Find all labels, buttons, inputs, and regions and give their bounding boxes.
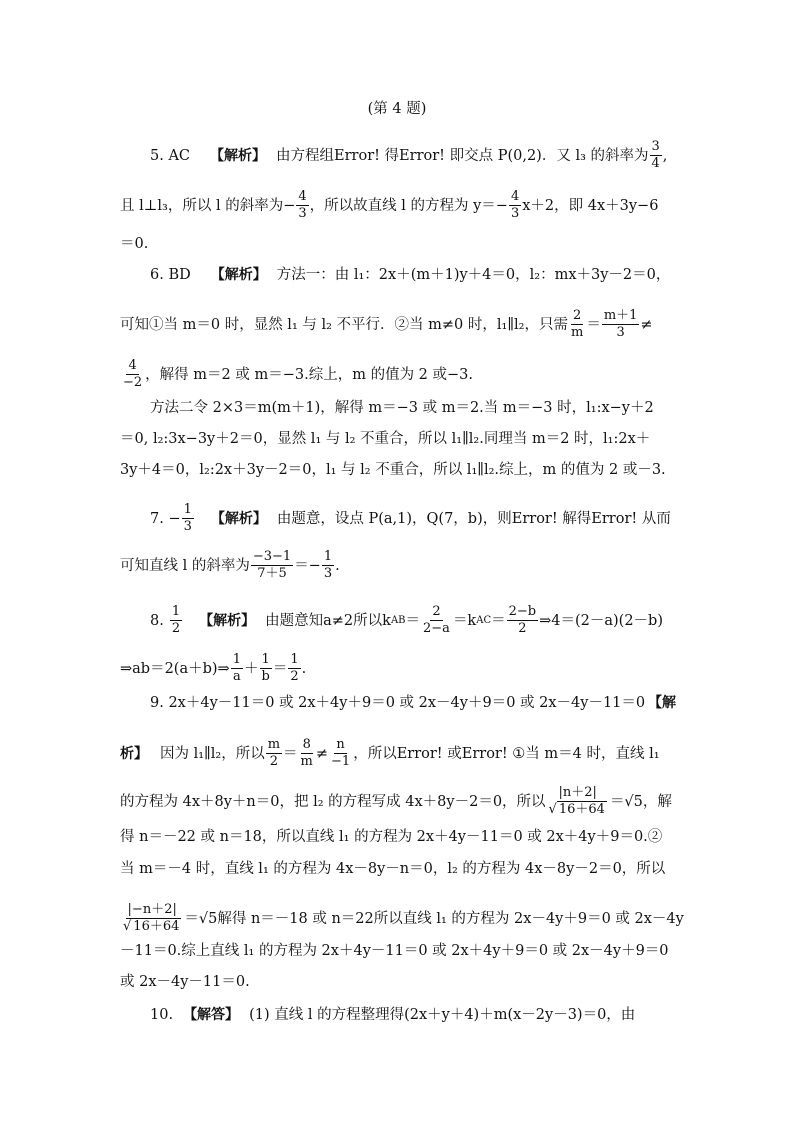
solution-6-line-6: 3y＋4＝0，l₂:2x＋3y－2＝0，l₁ 与 l₂ 不重合，所以 l₁∥l₂.综上，m 的值为 2 或－3.: [120, 462, 666, 478]
solution-9-line-8: 或 2x－4y－11＝0.: [120, 974, 250, 990]
solution-10-number: 10.: [150, 1007, 174, 1023]
fraction: $\frac{-3-1}{7+5}$: [252, 549, 292, 582]
solution-6-answer: 6. BD: [150, 267, 191, 283]
solution-5-line-3: ＝0.: [120, 236, 149, 252]
solution-6-line-1: 6. BD 【解析】 方法一：由 l₁：2x＋(m＋1)y＋4＝0，l₂：mx＋3y－2＝0，: [150, 267, 671, 284]
analysis-tag: 【解析】: [210, 147, 267, 164]
fraction: $\frac{3}{4}$: [651, 139, 660, 172]
solution-9-line-4: 得 n＝－22 或 n＝18，所以直线 l₁ 的方程为 2x＋4y－11＝0 或 2x＋4y＋9＝0.②: [120, 829, 663, 845]
fraction: $\frac{m+1}{3}$: [603, 308, 638, 341]
solution-5-text: 由方程组Error! 得Error! 即交点 P(0,2)．又 l₃ 的斜率为: [276, 147, 649, 164]
solution-9-line-2: 析】 因为 l₁∥l₂，所以 $\frac{m}{2}$ ＝ $\frac{8}{m}$ ≠ $\frac{n}{-1}$ ，所以Error! 或Error! ①当 m＝4 时，直线 l₁: [120, 737, 660, 770]
solution-8-line-2: ⇒ab＝2(a＋b)⇒ $\frac{1}{a}$ ＋ $\frac{1}{b}$ ＝ $\frac{1}{2}$ .: [120, 652, 307, 685]
fraction: $\frac{1}{2}$: [171, 604, 181, 637]
solution-7-line-2: 可知直线 l 的斜率为 $\frac{-3-1}{7+5}$ ＝− $\frac{1}{3}$ .: [120, 549, 340, 582]
solution-5-line-2: 且 l⊥l₃，所以 l 的斜率为− $\frac{4}{3}$ ，所以故直线 l 的方程为 y＝− $\frac{4}{3}$ x＋2，即 4x＋3y−6: [120, 189, 659, 222]
fraction: $\frac{|n+2|}{√ 16+64}$: [548, 785, 605, 818]
solution-6-line-2: 可知①当 m＝0 时，显然 l₁ 与 l₂ 不平行．②当 m≠0 时，l₁∥l₂，只需 $\frac{2}{m}$ ＝ $\frac{m+1}{3}$ ≠: [120, 308, 653, 341]
solution-9-line-3: 的方程为 4x＋8y＋n＝0，把 l₂ 的方程写成 4x＋8y－2＝0，所以 $\frac{|n+2|}{√ 16+64}$ ＝√5，解: [120, 785, 672, 818]
solution-7-line-1: 7. − $\frac{1}{3}$ 【解析】 由题意，设点 P(a,1)，Q(7，b)，则Error! 解得Error! 从而: [150, 502, 671, 535]
solution-8-line-1: 8. $\frac{1}{2}$ 【解析】 由题意知a≠2所以k AB ＝ $\frac{2}{2-a}$ ＝k AC ＝ $\frac{2-b}{2}$ ⇒4＝(2－a)(2－b): [150, 604, 663, 637]
fraction: $\frac{1}{2}$: [290, 652, 299, 685]
fraction: $\frac{n}{-1}$: [331, 737, 351, 770]
analysis-tag: 【解析】: [210, 510, 267, 527]
solution-10-line-1: 10. 【解答】 (1) 直线 l 的方程整理得(2x＋y＋4)＋m(x－2y－3)＝0，由: [150, 1007, 636, 1024]
solution-9-line-5: 当 m＝－4 时，直线 l₁ 的方程为 4x－8y－n＝0，l₂ 的方程为 4x－8y－2＝0，所以: [120, 861, 666, 877]
fraction: $\frac{1}{b}$: [261, 652, 270, 685]
solution-5-line-1: 5. AC 【解析】 由方程组Error! 得Error! 即交点 P(0,2)．又 l₃ 的斜率为 $\frac{3}{4}$ ,: [150, 139, 668, 172]
solution-6-line-4: 方法二令 2×3＝m(m＋1)，解得 m＝−3 或 m＝2.当 m＝−3 时，l₁:x−y＋2: [150, 400, 654, 416]
fraction: $\frac{8}{m}$: [300, 737, 313, 770]
solution-9-answer: 9. 2x＋4y－11＝0 或 2x＋4y＋9＝0 或 2x－4y＋9＝0 或 2x－4y－11＝0: [150, 695, 646, 711]
fraction: $\frac{2-b}{2}$: [508, 604, 537, 637]
analysis-tag: 【解: [648, 695, 676, 712]
solution-8-answer: 8.: [150, 612, 164, 629]
solution-6-line-3: $\frac{4}{-2}$ ，解得 m＝2 或 m＝−3.综上，m 的值为 2 或−3.: [123, 358, 473, 391]
answer-tag: 【解答】: [183, 1007, 240, 1024]
fraction: $\frac{4}{3}$: [298, 189, 307, 222]
fraction: $\frac{|-n+2|}{√ 16+64}$: [123, 902, 180, 935]
fraction: $\frac{2}{m}$: [570, 308, 584, 341]
fraction: $\frac{2}{2-a}$: [423, 604, 450, 637]
fraction: $\frac{1}{3}$: [323, 549, 333, 582]
fraction: $\frac{1}{a}$: [232, 652, 241, 685]
solution-9-line-1: [120, 696, 676, 711]
analysis-tag: 【解析】: [199, 612, 256, 629]
figure-caption: (第 4 题): [367, 101, 427, 117]
fraction: $\frac{m}{2}$: [267, 737, 281, 770]
fraction: $\frac{1}{3}$: [183, 502, 192, 535]
analysis-tag: 【解析】: [210, 267, 267, 284]
fraction: $\frac{4}{-2}$: [123, 358, 143, 391]
fraction: $\frac{4}{3}$: [510, 189, 520, 222]
solution-9-line-7: －11＝0.综上直线 l₁ 的方程为 2x＋4y－11＝0 或 2x＋4y＋9＝0 或 2x－4y＋9＝0: [120, 943, 669, 959]
solution-5-answer: 5. AC: [150, 147, 191, 164]
solution-9-line-6: $\frac{|-n+2|}{√ 16+64}$ ＝√5解得 n＝－18 或 n＝22所以直线 l₁ 的方程为 2x－4y＋9＝0 或 2x－4y: [123, 902, 684, 935]
solution-7-answer: 7. −: [150, 510, 181, 527]
solution-6-line-5: ＝0, l₂:3x−3y＋2＝0，显然 l₁ 与 l₂ 不重合，所以 l₁∥l₂.同理当 m＝2 时，l₁:2x＋: [120, 431, 651, 447]
